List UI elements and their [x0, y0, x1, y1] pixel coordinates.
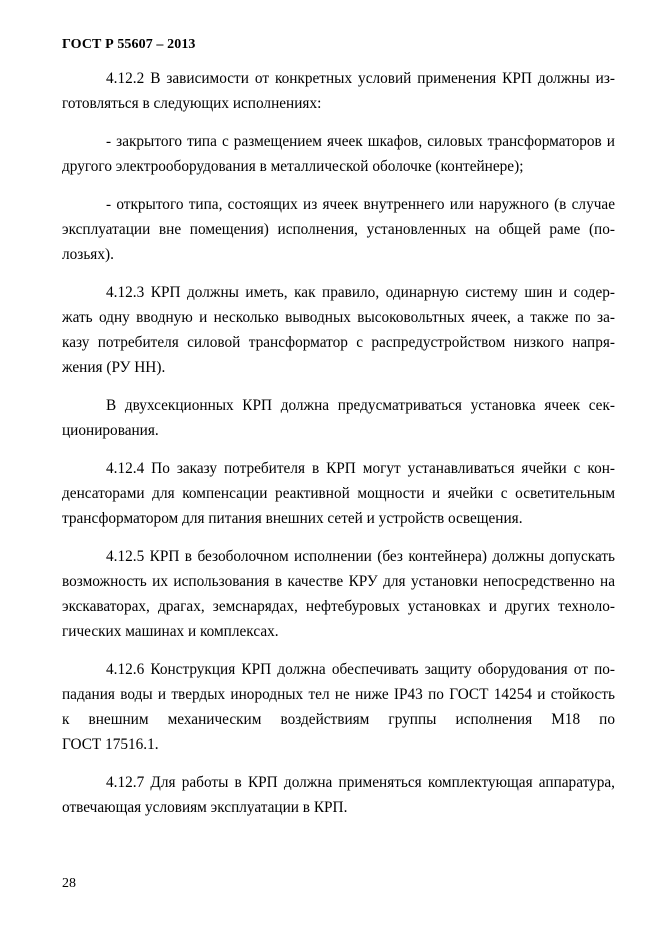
text-line: возможность их использования в качестве КРУ для установки непосредственно на — [62, 573, 615, 590]
text-line: ГОСТ 17516.1. — [62, 736, 159, 753]
text-line: жения (РУ НН). — [62, 359, 166, 376]
text-line: 4.12.2 В зависимости от конкретных условий применения КРП должны из- — [106, 70, 615, 87]
text-line: жать одну вводную и несколько выводных высоковольтных ячеек, а также по за- — [62, 309, 615, 326]
text-line: 4.12.4 По заказу потребителя в КРП могут устанавливаться ячейки с кон- — [106, 460, 615, 477]
paragraph-4-12-6 — [62, 657, 615, 757]
text-line: лозьях). — [62, 246, 114, 263]
page-number: 28 — [62, 876, 76, 891]
text-line: ционирования. — [62, 422, 159, 439]
text-line: эксплуатации вне помещения) исполнения, установленных на общей раме (по- — [62, 221, 615, 238]
text-line: трансформатором для питания внешних сетей и устройств освещения. — [62, 510, 523, 527]
text-line: другого электрооборудования в металлической оболочке (контейнере); — [62, 158, 524, 175]
text-line: - закрытого типа с размещением ячеек шкафов, силовых трансформаторов и — [106, 133, 615, 150]
text-line: падания воды и твердых инородных тел не ниже IP43 по ГОСТ 14254 и стойкость — [62, 686, 615, 703]
text-line: готовляться в следующих исполнениях: — [62, 95, 322, 112]
text-line: экскаваторах, драгах, земснарядах, нефтебуровых установках и других техноло- — [62, 598, 615, 615]
paragraph-closed-type — [62, 129, 615, 179]
paragraph-open-type — [62, 192, 615, 267]
text-line: В двухсекционных КРП должна предусматриваться установка ячеек сек- — [106, 397, 615, 414]
paragraph-4-12-3 — [62, 280, 615, 380]
document-header: ГОСТ Р 55607 – 2013 — [62, 37, 196, 52]
text-line: 4.12.5 КРП в безоболочном исполнении (без контейнера) должны допускать — [106, 548, 615, 565]
text-line: гических машинах и комплексах. — [62, 623, 279, 640]
text-line: казу потребителя силовой трансформатор с распредустройством низкого напря- — [62, 334, 615, 351]
document-body — [62, 66, 615, 833]
text-line: отвечающая условиям эксплуатации в КРП. — [62, 799, 348, 816]
paragraph-4-12-7 — [62, 770, 615, 820]
text-line: к внешним механическим воздействиям группы исполнения М18 по — [62, 711, 615, 728]
text-line: - открытого типа, состоящих из ячеек внутреннего или наружного (в случае — [106, 196, 615, 213]
paragraph-two-section — [62, 393, 615, 443]
paragraph-4-12-5 — [62, 544, 615, 644]
paragraph-4-12-4 — [62, 456, 615, 531]
text-line: 4.12.3 КРП должны иметь, как правило, одинарную систему шин и содер- — [106, 284, 615, 301]
text-line: денсаторами для компенсации реактивной мощности и ячейки с осветительным — [62, 485, 615, 502]
text-line: 4.12.6 Конструкция КРП должна обеспечивать защиту оборудования от по- — [106, 661, 615, 678]
paragraph-4-12-2 — [62, 66, 615, 116]
text-line: 4.12.7 Для работы в КРП должна применяться комплектующая аппаратура, — [106, 774, 615, 791]
